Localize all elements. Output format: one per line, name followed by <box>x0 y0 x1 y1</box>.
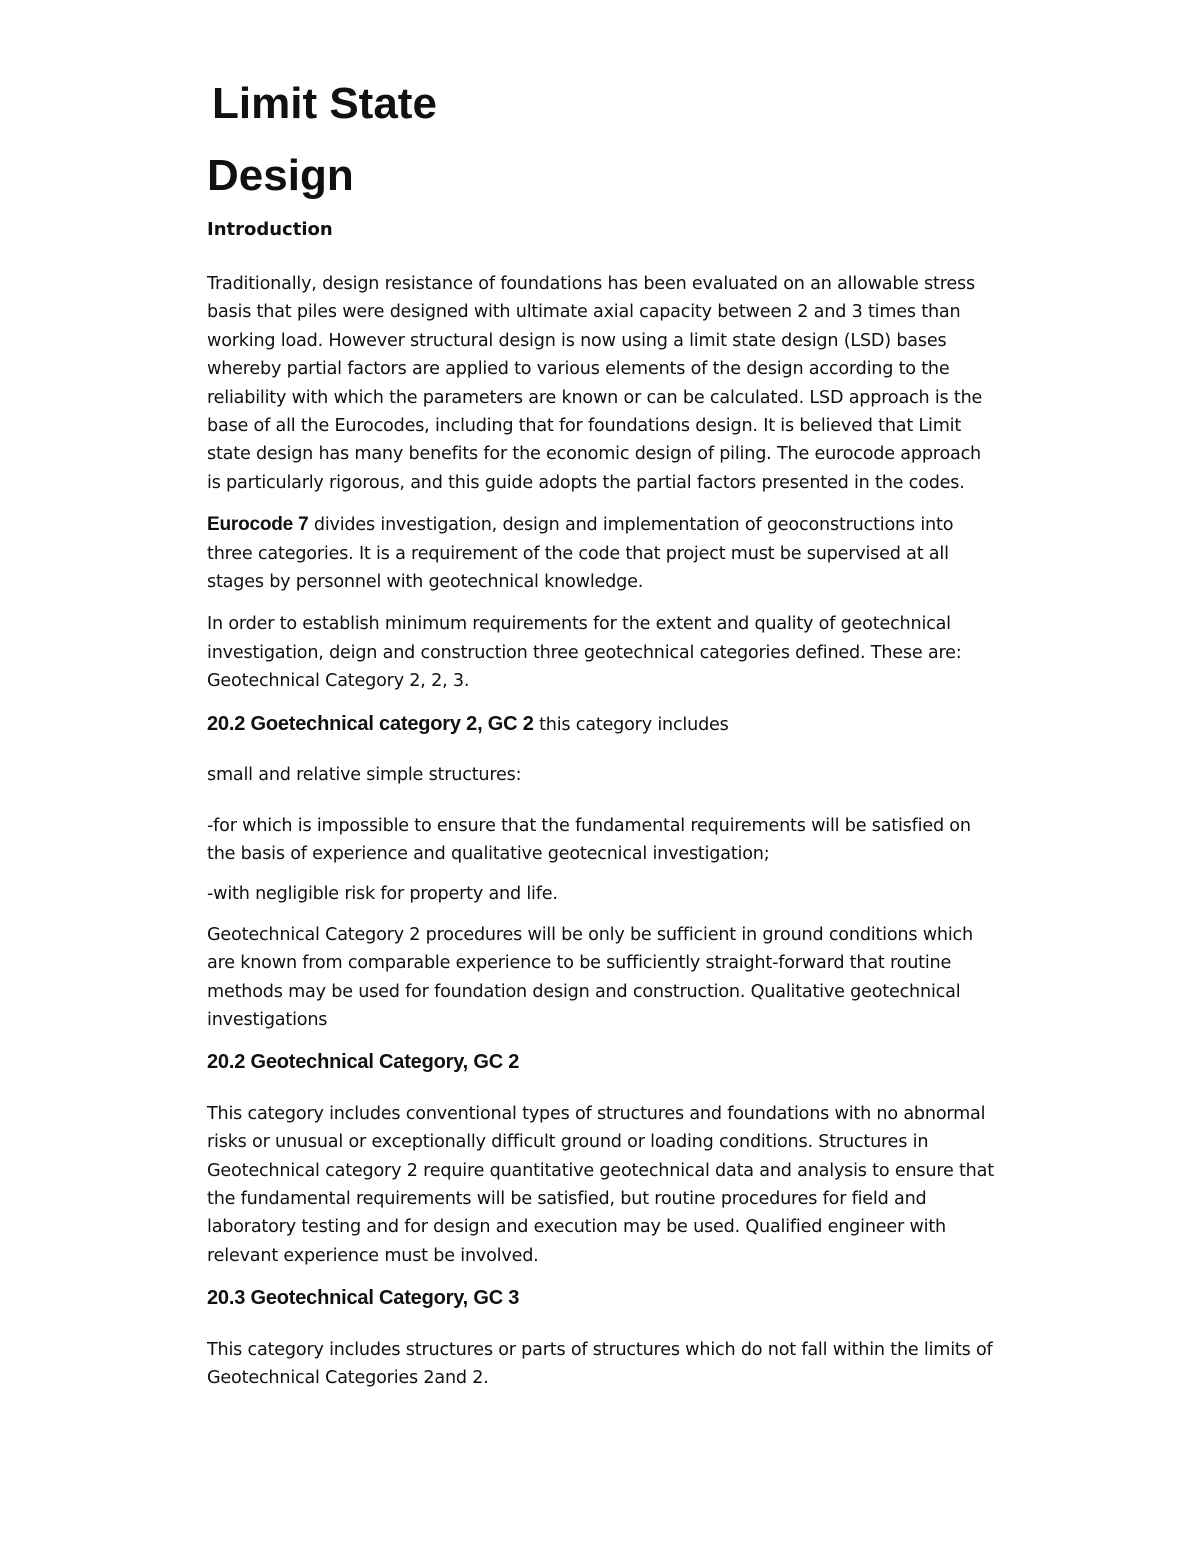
document-page <box>207 80 997 1392</box>
section1-paragraph-4: Geotechnical Category 2 procedures will be only be sufficient in ground conditions which are known from comparable experience to be sufficiently straight-forward that routine methods may be used for foundation design and construction. Qualitative geotechnical investigations <box>207 924 973 1030</box>
section1-heading-tail: this category includes <box>533 714 729 735</box>
intro-paragraph: Traditionally, design resistance of foundations has been evaluated on an allowable stress basis that piles were designed with ultimate axial capacity between 2 and 3 times than working load. However structural design is now using a limit state design (LSD) bases whereby partial factors are applied to various elements of the design according to the reliability with which the parameters are known or can be calculated. LSD approach is the base of all the Eurocodes, including that for foundations design. It is believed that Limit state design has many benefits for the economic design of piling. The eurocode approach is particularly rigorous, and this guide adopts the partial factors presented in the codes. <box>207 274 983 493</box>
section3-heading: 20.3 Geotechnical Category, GC 3 <box>207 1287 520 1310</box>
section1-paragraph-3: -with negligible risk for property and life. <box>207 884 558 905</box>
eurocode-paragraph <box>207 511 997 596</box>
section2-heading: 20.2 Geotechnical Category, GC 2 <box>207 1051 520 1074</box>
intro-heading: Introduction <box>207 219 333 240</box>
eurocode-lead: Eurocode 7 <box>207 514 309 536</box>
section3-heading-line <box>207 1284 997 1313</box>
section3-paragraph-1: This category includes structures or parts of structures which do not fall within the limits of Geotechnical Categories 2and 2. <box>207 1339 993 1388</box>
section1-heading: 20.2 Goetechnical category 2, GC 2 <box>207 712 534 735</box>
eurocode-text: divides investigation, design and implementation of geoconstructions into three categories. It is a requirement of the code that project must be supervised at all stages by personnel with geotechnical knowledge. <box>207 515 954 593</box>
document-title-line-2: Design <box>207 151 354 200</box>
section2-paragraph-1: This category includes conventional types of structures and foundations with no abnormal risks or unusual or exceptionally difficult ground or loading conditions. Structures in Geotechnical category 2 require quantitative geotechnical data and analysis to ensure that the fundamental requirements will be satisfied, but routine procedures for field and laboratory testing and for design and execution may be used. Qualified engineer with relevant experience must be involved. <box>207 1103 994 1266</box>
section2-heading-line <box>207 1048 997 1077</box>
section1-paragraph-2: -for which is impossible to ensure that the fundamental requirements will be satisfied on the basis of experience and qualitative geotecnical investigation; <box>207 815 971 864</box>
section1-heading-line <box>207 710 997 739</box>
section1-paragraph-1: small and relative simple structures: <box>207 765 522 786</box>
document-title-line-1: Limit State <box>212 79 437 128</box>
requirements-paragraph: In order to establish minimum requirements for the extent and quality of geotechnical investigation, deign and construction three geotechnical categories defined. These are: Geotechnical Category 2, 2, 3. <box>207 614 962 692</box>
